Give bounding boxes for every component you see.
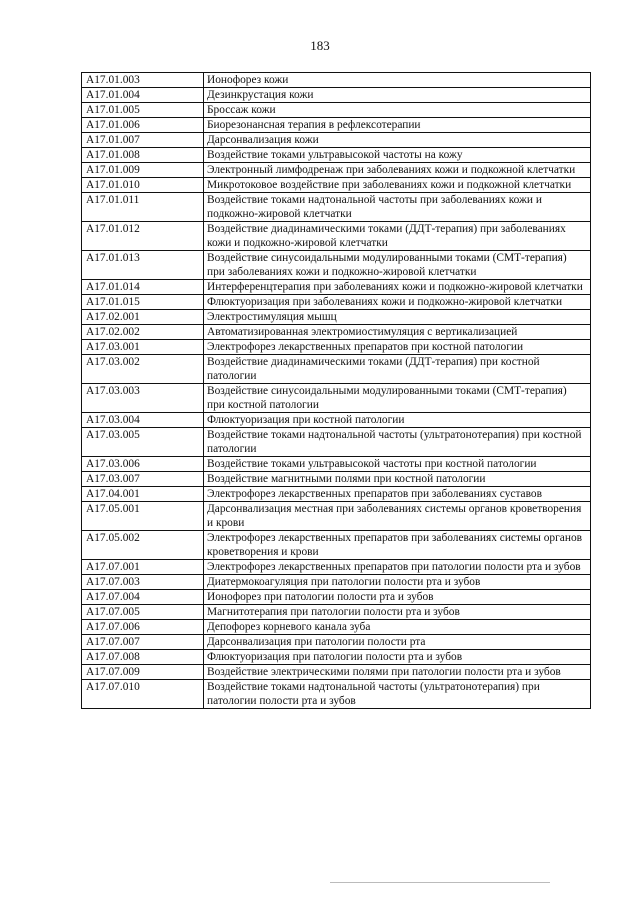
table-row: [82, 680, 591, 709]
service-name: Диатермокоагуляция при патологии полости рта и зубов: [204, 575, 591, 590]
service-name: Воздействие диадинамическими токами (ДДТ-терапия) при костной патологии: [204, 355, 591, 384]
service-code: A17.07.010: [82, 680, 204, 709]
service-code: A17.01.008: [82, 148, 204, 163]
services-table: [81, 72, 591, 709]
service-name: Воздействие синусоидальными модулированными токами (СМТ-терапия) при заболеваниях кожи и подкожно-жировой клетчатки: [204, 251, 591, 280]
service-code: A17.01.007: [82, 133, 204, 148]
service-code: A17.01.010: [82, 178, 204, 193]
services-table-body: [82, 73, 591, 709]
service-name: Микротоковое воздействие при заболеваниях кожи и подкожной клетчатки: [204, 178, 591, 193]
table-row: [82, 340, 591, 355]
service-code: A17.01.012: [82, 222, 204, 251]
service-name: Дарсонвализация кожи: [204, 133, 591, 148]
service-name: Воздействие токами ультравысокой частоты при костной патологии: [204, 457, 591, 472]
service-code: A17.07.008: [82, 650, 204, 665]
table-row: [82, 193, 591, 222]
service-name: Автоматизированная электромиостимуляция с вертикализацией: [204, 325, 591, 340]
table-row: [82, 605, 591, 620]
service-name: Воздействие магнитными полями при костной патологии: [204, 472, 591, 487]
service-code: A17.01.014: [82, 280, 204, 295]
service-code: A17.01.015: [82, 295, 204, 310]
service-name: Электрофорез лекарственных препаратов при заболеваниях суставов: [204, 487, 591, 502]
service-code: A17.01.013: [82, 251, 204, 280]
service-name: Воздействие электрическими полями при патологии полости рта и зубов: [204, 665, 591, 680]
service-name: Ионофорез кожи: [204, 73, 591, 88]
table-row: [82, 73, 591, 88]
service-code: A17.02.002: [82, 325, 204, 340]
table-row: [82, 251, 591, 280]
service-name: Броссаж кожи: [204, 103, 591, 118]
service-name: Воздействие диадинамическими токами (ДДТ-терапия) при заболеваниях кожи и подкожно-жировой клетчатки: [204, 222, 591, 251]
service-code: A17.03.001: [82, 340, 204, 355]
service-name: Интерференцтерапия при заболеваниях кожи и подкожно-жировой клетчатки: [204, 280, 591, 295]
table-row: [82, 163, 591, 178]
service-code: A17.01.006: [82, 118, 204, 133]
table-row: [82, 531, 591, 560]
table-row: [82, 355, 591, 384]
table-row: [82, 384, 591, 413]
table-row: [82, 575, 591, 590]
service-code: A17.03.006: [82, 457, 204, 472]
service-name: Ионофорез при патологии полости рта и зубов: [204, 590, 591, 605]
service-code: A17.07.006: [82, 620, 204, 635]
service-code: A17.03.007: [82, 472, 204, 487]
service-name: Воздействие токами надтональной частоты (ультратонотерапия) при костной патологии: [204, 428, 591, 457]
service-code: A17.07.004: [82, 590, 204, 605]
service-name: Воздействие токами надтональной частоты (ультратонотерапия) при патологии полости рта и зубов: [204, 680, 591, 709]
service-code: A17.03.003: [82, 384, 204, 413]
service-code: A17.01.011: [82, 193, 204, 222]
table-row: [82, 487, 591, 502]
service-code: A17.07.005: [82, 605, 204, 620]
service-code: A17.01.004: [82, 88, 204, 103]
service-name: Флюктуоризация при костной патологии: [204, 413, 591, 428]
table-row: [82, 222, 591, 251]
service-name: Электрофорез лекарственных препаратов при патологии полости рта и зубов: [204, 560, 591, 575]
service-code: A17.03.004: [82, 413, 204, 428]
service-name: Флюктуоризация при заболеваниях кожи и подкожно-жировой клетчатки: [204, 295, 591, 310]
service-code: A17.03.005: [82, 428, 204, 457]
table-row: [82, 295, 591, 310]
service-name: Воздействие токами надтональной частоты при заболеваниях кожи и подкожно-жировой клетчатки: [204, 193, 591, 222]
service-name: Электрофорез лекарственных препаратов при заболеваниях системы органов кроветворения и крови: [204, 531, 591, 560]
service-code: A17.07.003: [82, 575, 204, 590]
service-code: A17.01.005: [82, 103, 204, 118]
service-code: A17.07.001: [82, 560, 204, 575]
service-name: Дарсонвализация при патологии полости рта: [204, 635, 591, 650]
table-row: [82, 310, 591, 325]
service-code: A17.02.001: [82, 310, 204, 325]
footer-rule: [330, 882, 550, 883]
service-code: A17.01.009: [82, 163, 204, 178]
service-name: Воздействие токами ультравысокой частоты на кожу: [204, 148, 591, 163]
service-name: Магнитотерапия при патологии полости рта и зубов: [204, 605, 591, 620]
service-name: Дарсонвализация местная при заболеваниях системы органов кроветворения и крови: [204, 502, 591, 531]
table-row: [82, 590, 591, 605]
service-name: Электрофорез лекарственных препаратов при костной патологии: [204, 340, 591, 355]
service-name: Воздействие синусоидальными модулированными токами (СМТ-терапия) при костной патологии: [204, 384, 591, 413]
table-row: [82, 103, 591, 118]
service-code: A17.01.003: [82, 73, 204, 88]
service-code: A17.04.001: [82, 487, 204, 502]
service-name: Дезинкрустация кожи: [204, 88, 591, 103]
table-row: [82, 665, 591, 680]
service-code: A17.07.007: [82, 635, 204, 650]
table-row: [82, 325, 591, 340]
service-code: A17.05.002: [82, 531, 204, 560]
page-number: 183: [310, 38, 330, 53]
table-row: [82, 118, 591, 133]
table-row: [82, 178, 591, 193]
service-name: Электронный лимфодренаж при заболеваниях кожи и подкожной клетчатки: [204, 163, 591, 178]
table-row: [82, 502, 591, 531]
table-row: [82, 560, 591, 575]
table-row: [82, 148, 591, 163]
table-row: [82, 650, 591, 665]
service-name: Биорезонансная терапия в рефлексотерапии: [204, 118, 591, 133]
service-code: A17.05.001: [82, 502, 204, 531]
service-name: Депофорез корневого канала зуба: [204, 620, 591, 635]
table-row: [82, 472, 591, 487]
service-code: A17.07.009: [82, 665, 204, 680]
table-row: [82, 133, 591, 148]
service-name: Флюктуоризация при патологии полости рта и зубов: [204, 650, 591, 665]
table-row: [82, 88, 591, 103]
table-row: [82, 635, 591, 650]
service-name: Электростимуляция мышц: [204, 310, 591, 325]
table-row: [82, 428, 591, 457]
table-row: [82, 413, 591, 428]
service-code: A17.03.002: [82, 355, 204, 384]
table-row: [82, 457, 591, 472]
table-row: [82, 620, 591, 635]
table-row: [82, 280, 591, 295]
